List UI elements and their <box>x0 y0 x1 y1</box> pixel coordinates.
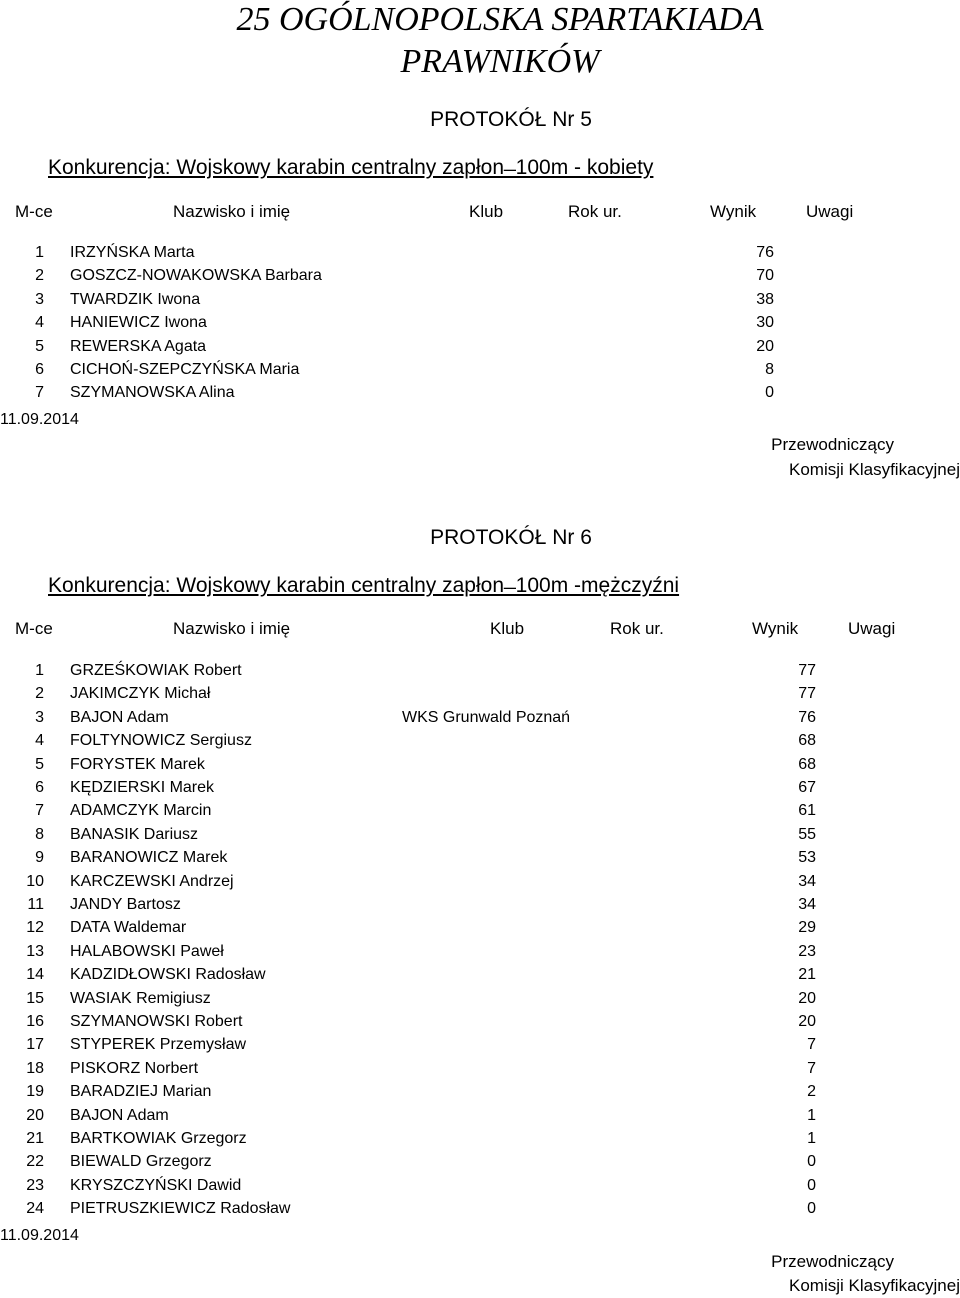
place-cell: 16 <box>26 1013 44 1030</box>
result-cell: 20 <box>756 337 774 355</box>
col-club-header: Klub <box>469 202 504 221</box>
table-row <box>0 893 960 916</box>
col-result-header: Wynik <box>752 619 799 638</box>
table-row <box>0 1057 960 1080</box>
name-cell: BAJON Adam <box>70 708 169 726</box>
name-cell: BANASIK Dariusz <box>70 825 199 843</box>
table-row <box>0 659 960 682</box>
name-cell: PISKORZ Norbert <box>70 1059 199 1077</box>
name-cell: JAKIMCZYK Michał <box>70 685 211 703</box>
place-cell: 7 <box>35 802 44 820</box>
table-row <box>0 753 960 776</box>
place-cell: 3 <box>35 708 44 726</box>
protocol6-sign-line2: Komisji Klasyfikacyjnej <box>789 1276 960 1295</box>
table-row <box>0 1197 960 1220</box>
table-row <box>0 729 960 752</box>
place-cell: 4 <box>35 732 44 750</box>
place-cell: 19 <box>26 1083 44 1101</box>
result-cell: 68 <box>798 755 816 773</box>
table-row <box>0 870 960 893</box>
result-cell: 38 <box>756 290 774 308</box>
result-cell: 55 <box>798 825 816 843</box>
place-cell: 1 <box>35 662 44 679</box>
result-cell: 53 <box>798 849 816 867</box>
col-notes-header: Uwagi <box>806 202 854 221</box>
name-cell: GOSZCZ-NOWAKOWSKA Barbara <box>70 267 322 285</box>
col-name-header: Nazwisko i imię <box>173 202 291 221</box>
result-cell: 20 <box>798 1013 816 1030</box>
table-row <box>0 1150 960 1173</box>
document-title-line1: 25 OGÓLNOPOLSKA SPARTAKIADA <box>236 1 764 38</box>
place-cell: 21 <box>26 1130 44 1147</box>
place-cell: 8 <box>35 825 44 843</box>
protocol6-event: Konkurencja: Wojskowy karabin centralny zapłon ̶ 100m -mężczyźni <box>48 574 680 597</box>
place-cell: 23 <box>26 1176 44 1194</box>
name-cell: IRZYŃSKA Marta <box>70 244 195 261</box>
name-cell: FORYSTEK Marek <box>70 755 205 773</box>
col-result-header: Wynik <box>710 202 757 221</box>
result-cell: 61 <box>798 802 816 820</box>
document-title-line2: PRAWNIKÓW <box>400 43 600 80</box>
name-cell: HALABOWSKI Paweł <box>70 942 224 960</box>
table-row <box>0 823 960 846</box>
place-cell: 12 <box>26 919 44 937</box>
result-cell: 34 <box>798 896 816 913</box>
table-row <box>0 381 960 404</box>
name-cell: TWARDZIK Iwona <box>70 290 201 308</box>
protocol5-date: 11.09.2014 <box>0 411 79 428</box>
place-cell: 2 <box>35 685 44 703</box>
place-cell: 9 <box>35 849 44 867</box>
name-cell: GRZEŚKOWIAK Robert <box>70 662 242 679</box>
place-cell: 5 <box>35 337 44 355</box>
club-cell: WKS Grunwald Poznań <box>402 708 571 726</box>
protocol5-sign-line2: Komisji Klasyfikacyjnej <box>789 460 960 479</box>
result-cell: 2 <box>807 1083 816 1101</box>
place-cell: 13 <box>26 942 44 960</box>
result-cell: 68 <box>798 732 816 750</box>
col-place-header: M-ce <box>15 619 53 638</box>
place-cell: 7 <box>35 384 44 402</box>
place-cell: 11 <box>27 896 44 913</box>
col-year-header: Rok ur. <box>568 202 622 221</box>
col-notes-header: Uwagi <box>848 619 896 638</box>
result-cell: 21 <box>798 966 816 984</box>
place-cell: 17 <box>26 1036 44 1054</box>
name-cell: ADAMCZYK Marcin <box>70 802 212 820</box>
name-cell: HANIEWICZ Iwona <box>70 314 207 332</box>
place-cell: 1 <box>35 244 44 261</box>
result-cell: 70 <box>756 267 774 285</box>
result-cell: 30 <box>756 314 774 332</box>
result-cell: 67 <box>798 779 816 796</box>
place-cell: 18 <box>26 1059 44 1077</box>
table-row <box>0 288 960 311</box>
table-row <box>0 1127 960 1150</box>
place-cell: 22 <box>26 1153 44 1171</box>
name-cell: PIETRUSZKIEWICZ Radosław <box>70 1200 291 1218</box>
table-row <box>0 1174 960 1197</box>
name-cell: CICHOŃ-SZEPCZYŃSKA Maria <box>70 361 300 378</box>
name-cell: KĘDZIERSKI Marek <box>70 779 215 796</box>
name-cell: DATA Waldemar <box>70 919 187 937</box>
table-row <box>0 264 960 287</box>
place-cell: 6 <box>35 779 44 796</box>
table-row <box>0 846 960 869</box>
result-cell: 76 <box>798 708 816 726</box>
result-cell: 29 <box>798 919 816 937</box>
table-row <box>0 940 960 963</box>
name-cell: BAJON Adam <box>70 1106 169 1124</box>
protocol6-heading: PROTOKÓŁ Nr 6 <box>430 526 592 549</box>
table-row <box>0 1104 960 1127</box>
result-cell: 0 <box>807 1153 816 1171</box>
result-cell: 77 <box>798 662 816 679</box>
table-row <box>0 706 960 729</box>
col-name-header: Nazwisko i imię <box>173 619 291 638</box>
name-cell: BIEWALD Grzegorz <box>70 1153 212 1171</box>
table-row <box>0 311 960 334</box>
table-row <box>0 987 960 1010</box>
col-place-header: M-ce <box>15 202 53 221</box>
col-club-header: Klub <box>490 619 525 638</box>
result-cell: 76 <box>756 244 774 261</box>
place-cell: 10 <box>26 872 44 890</box>
result-cell: 8 <box>765 361 774 378</box>
name-cell: REWERSKA Agata <box>70 337 207 355</box>
result-cell: 0 <box>807 1176 816 1194</box>
result-cell: 7 <box>807 1036 816 1054</box>
table-row <box>0 799 960 822</box>
col-year-header: Rok ur. <box>610 619 664 638</box>
result-cell: 1 <box>807 1130 816 1147</box>
place-cell: 24 <box>26 1200 44 1218</box>
result-cell: 77 <box>798 685 816 703</box>
name-cell: KARCZEWSKI Andrzej <box>70 872 234 890</box>
table-row <box>0 776 960 799</box>
name-cell: KRYSZCZYŃSKI Dawid <box>70 1176 242 1194</box>
table-row <box>0 963 960 986</box>
protocol5-sign-line1: Przewodniczący <box>771 435 894 454</box>
result-cell: 7 <box>807 1059 816 1077</box>
result-cell: 1 <box>807 1106 816 1124</box>
protocol5-heading: PROTOKÓŁ Nr 5 <box>430 108 592 131</box>
name-cell: JANDY Bartosz <box>70 896 181 913</box>
name-cell: SZYMANOWSKA Alina <box>70 384 235 402</box>
table-row <box>0 241 960 264</box>
place-cell: 14 <box>26 966 44 984</box>
place-cell: 5 <box>35 755 44 773</box>
table-row <box>0 1033 960 1056</box>
protocol6-sign-line1: Przewodniczący <box>771 1252 894 1271</box>
table-row <box>0 682 960 705</box>
place-cell: 6 <box>35 361 44 378</box>
table-row <box>0 335 960 358</box>
name-cell: SZYMANOWSKI Robert <box>70 1013 243 1030</box>
result-cell: 34 <box>798 872 816 890</box>
name-cell: BARTKOWIAK Grzegorz <box>70 1130 247 1147</box>
table-row <box>0 1080 960 1103</box>
place-cell: 2 <box>35 267 44 285</box>
result-cell: 0 <box>807 1200 816 1218</box>
name-cell: FOLTYNOWICZ Sergiusz <box>70 732 252 750</box>
name-cell: KADZIDŁOWSKI Radosław <box>70 966 266 984</box>
name-cell: WASIAK Remigiusz <box>70 989 211 1007</box>
table-row <box>0 916 960 939</box>
result-cell: 20 <box>798 989 816 1007</box>
protocol5-event: Konkurencja: Wojskowy karabin centralny zapłon ̶ 100m - kobiety <box>48 156 654 179</box>
place-cell: 15 <box>26 989 44 1007</box>
name-cell: BARADZIEJ Marian <box>70 1083 212 1101</box>
place-cell: 3 <box>35 290 44 308</box>
result-cell: 0 <box>765 384 774 402</box>
name-cell: STYPEREK Przemysław <box>70 1036 247 1054</box>
place-cell: 4 <box>35 314 44 332</box>
table-row <box>0 1010 960 1033</box>
table-row <box>0 358 960 381</box>
protocol6-date: 11.09.2014 <box>0 1227 79 1244</box>
name-cell: BARANOWICZ Marek <box>70 849 228 867</box>
place-cell: 20 <box>26 1106 44 1124</box>
result-cell: 23 <box>798 942 816 960</box>
